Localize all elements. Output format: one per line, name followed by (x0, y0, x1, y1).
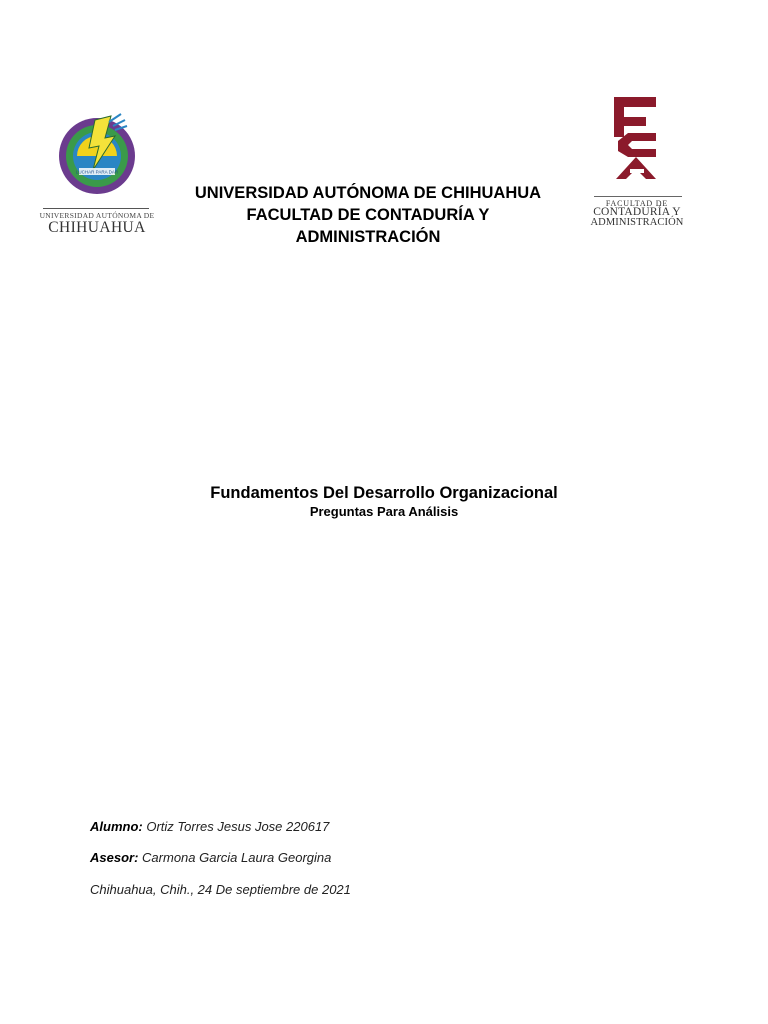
uach-logo-divider (43, 208, 149, 209)
fca-mark-icon (608, 95, 664, 181)
fca-logo-line1: FACULTAD DE (605, 199, 669, 208)
alumno-line (90, 819, 590, 834)
uach-seal-icon (55, 112, 139, 196)
alumno-value: Ortiz Torres Jesus Jose 220617 (146, 819, 330, 834)
header-faculty-cont: ADMINISTRACIÓN (295, 228, 441, 246)
course-block (134, 483, 634, 520)
fca-logo-line2: CONTADURÍA Y (593, 206, 681, 218)
asesor-line (90, 850, 590, 865)
document-header (150, 182, 586, 248)
asesor-value: Carmona Garcia Laura Georgina (142, 850, 332, 865)
header-university: UNIVERSIDAD AUTÓNOMA DE CHIHUAHUA (194, 184, 542, 202)
header-faculty: FACULTAD DE CONTADURÍA Y (246, 206, 490, 224)
uach-seal-text: LUCHAR PARA DAR (75, 169, 119, 175)
course-subtitle: Preguntas Para Análisis (309, 504, 459, 519)
uach-logo-line1: UNIVERSIDAD AUTÓNOMA DE (39, 211, 155, 220)
alumno-label: Alumno: (90, 819, 143, 834)
asesor-label: Asesor: (90, 850, 139, 865)
date-line: Chihuahua, Chih., 24 De septiembre de 2021 (90, 882, 351, 897)
fca-logo-line3: ADMINISTRACIÓN (590, 217, 684, 228)
uach-logo (38, 112, 156, 242)
fca-logo (584, 95, 690, 233)
fca-logo-divider (594, 196, 682, 197)
course-subject: Fundamentos Del Desarrollo Organizacional (210, 484, 558, 502)
uach-logo-line2: CHIHUAHUA (48, 219, 146, 236)
